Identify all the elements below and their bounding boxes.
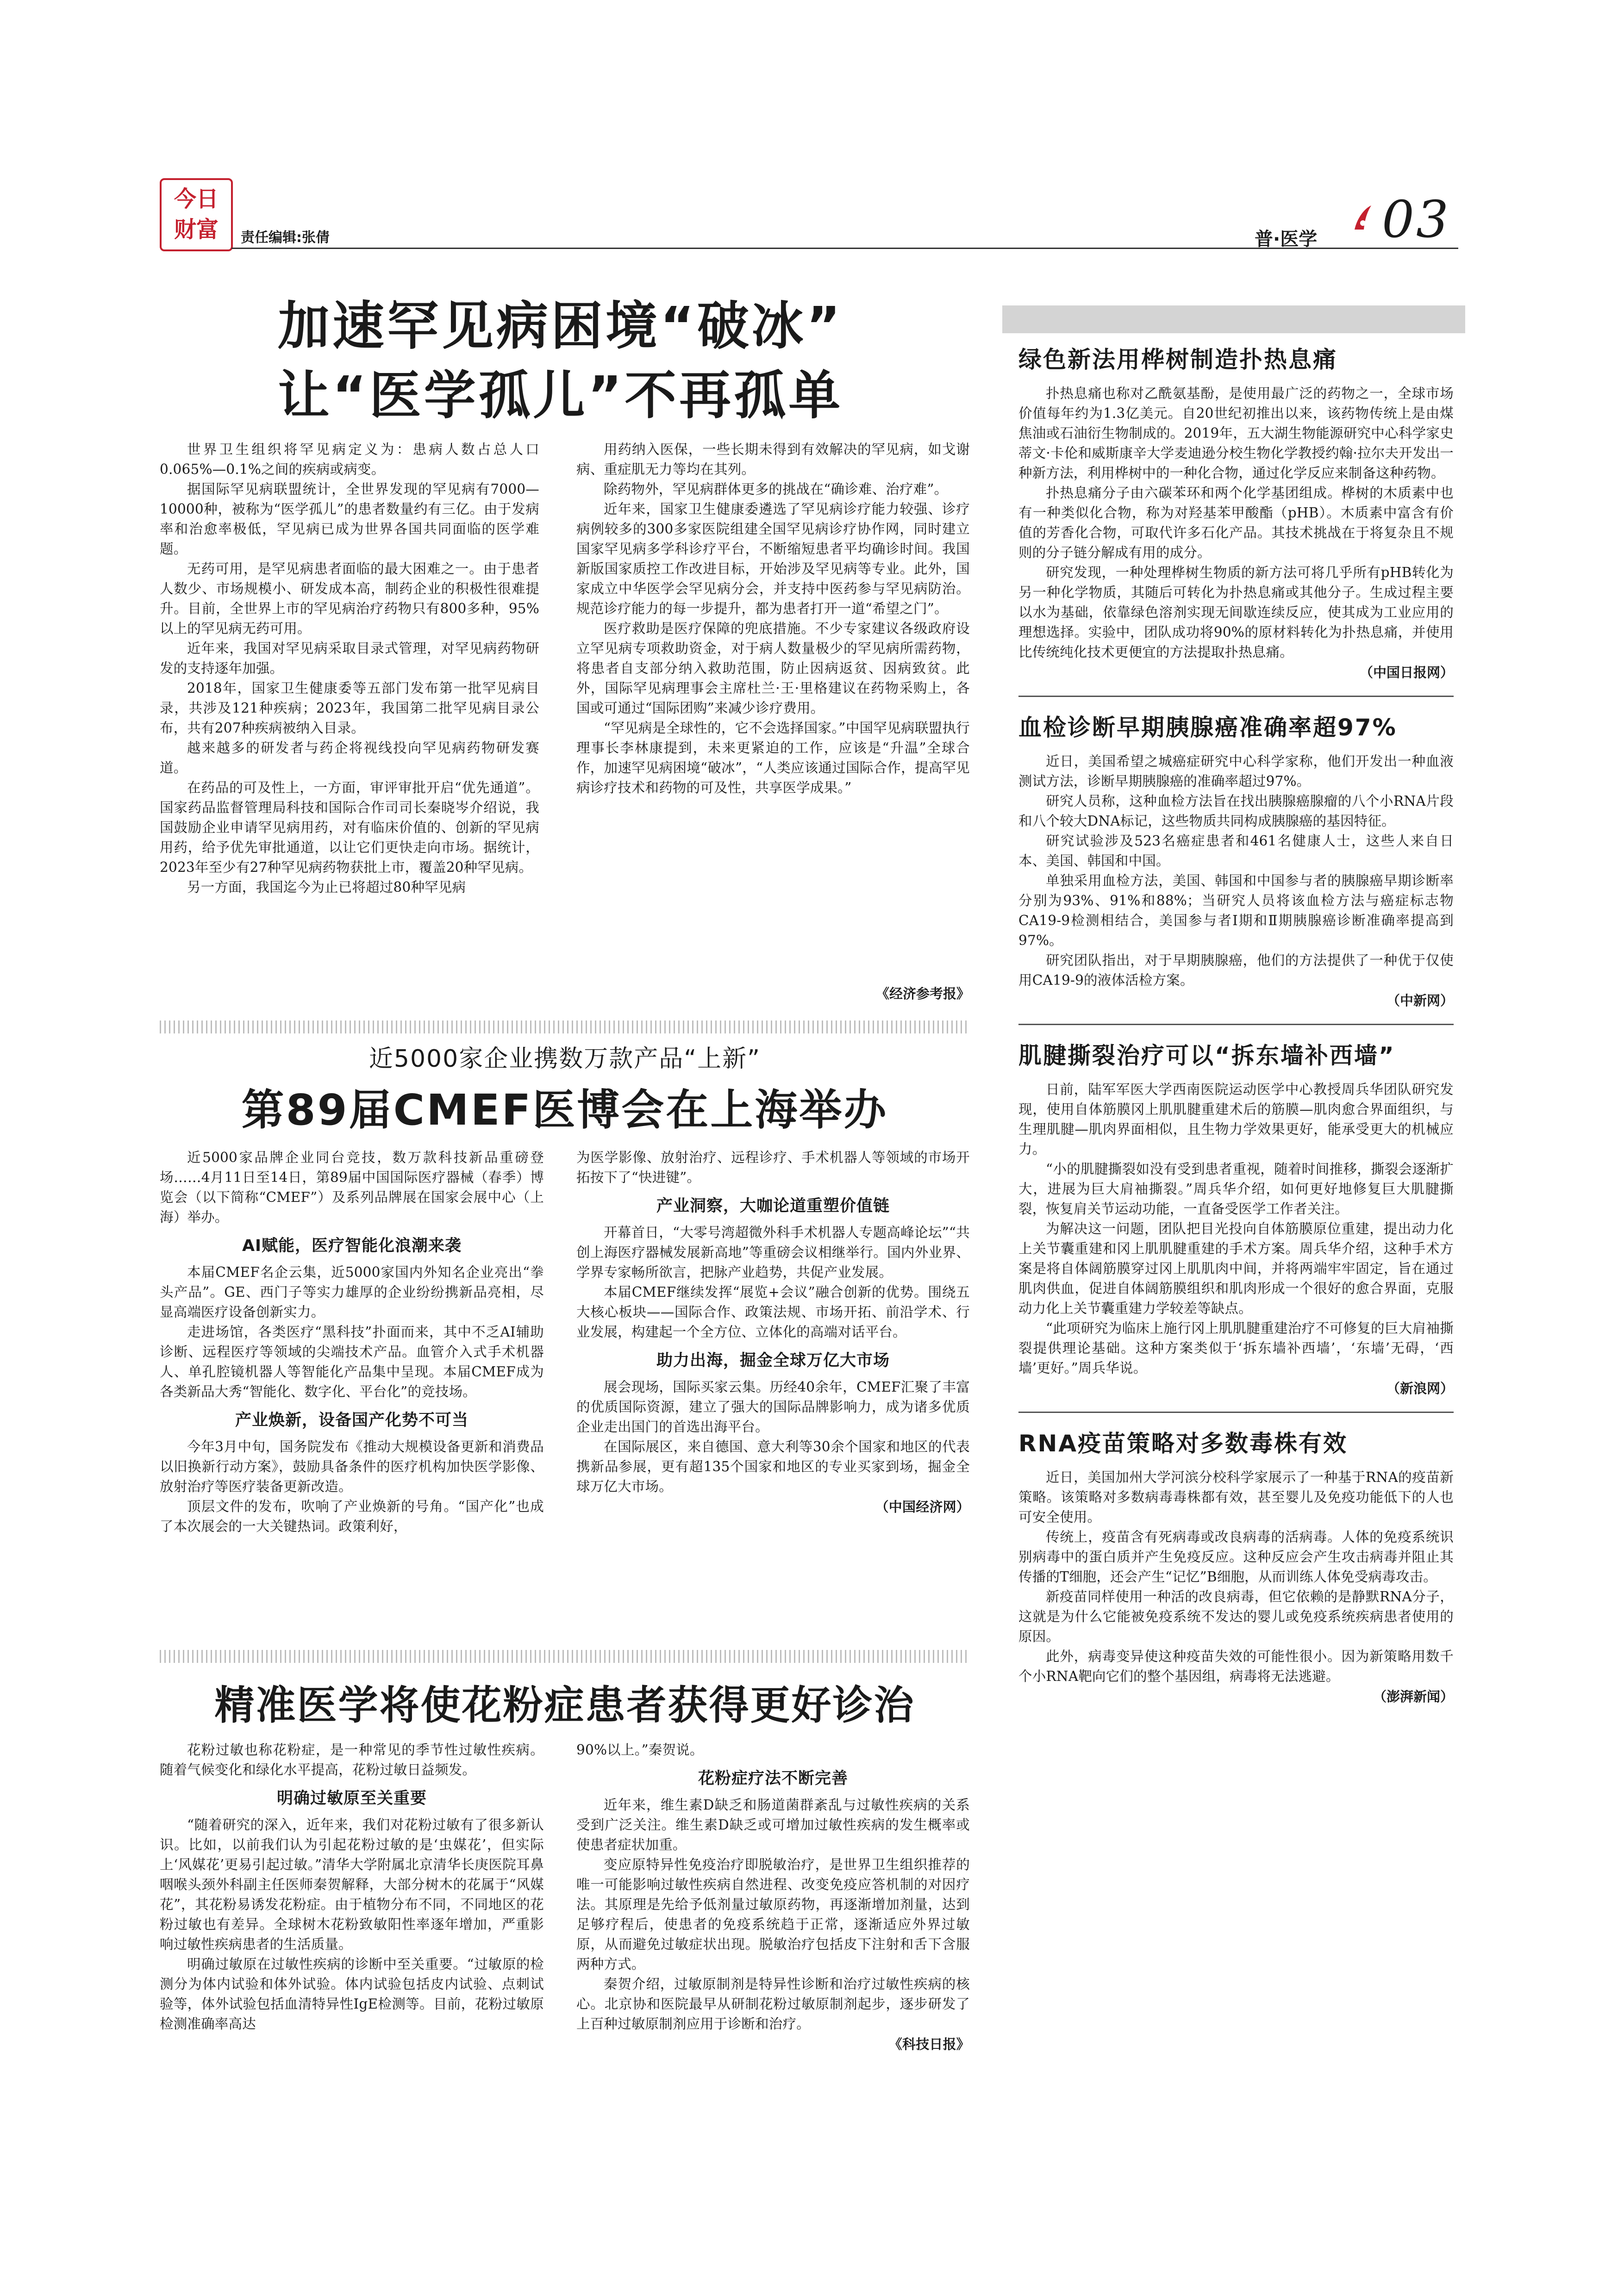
article3-section1-paragraph: “随着研究的深入，近年来，我们对花粉过敏有了很多新认识。比如，以前我们认为引起花粉过敏的是‘虫媒花’，但实际上‘风媒花’更易引起过敏。”清华大学附属北京清华长庚医院耳鼻咽喉头颈外科副主任医师秦贺解释，大部分树木的花属于“风媒花”，其花粉易诱发花粉症。由于植物分布不同，不同地区的花粉过敏也有差异。全球树木花粉致敏阳性率逐年增加，严重影响过敏性疾病患者的生活质量。 — [160, 1817, 544, 1952]
article1-col2-paragraph: “罕见病是全球性的，它不会选择国家。”中国罕见病联盟执行理事长李林康提到，未来更紧迫的工作，应该是“升温”全球合作，加速罕见病困境“破冰”，“人类应该通过国际合作，提高罕见病诊疗技术和药物的可及性，共享医学成果。” — [576, 720, 970, 796]
sidebar-story1-paragraph: 研究发现，一种处理桦树生物质的新方法可将几乎所有pHB转化为另一种化学物质，其随后可转化为扑热息痛或其他分子。生成过程主要以水为基础，依靠绿色溶剂实现无间歇连续反应，使其成为工业应用的理想选择。实验中，团队成功将90%的原材料转化为扑热息痛，并使用比传统纯化技术更便宜的方法提取扑热息痛。 — [1018, 565, 1454, 660]
article2-col2-intro: 为医学影像、放射治疗、远程诊疗、手术机器人等领域的市场开拓按下了“快进键”。 — [576, 1150, 970, 1185]
section-mark-icon — [1353, 204, 1373, 231]
sidebar-story3-title: 肌腱撕裂治疗可以“拆东墙补西墙” — [1018, 1042, 1395, 1069]
sidebar-rule-2 — [1018, 1024, 1454, 1025]
article2-col1 — [160, 1148, 544, 1537]
article2-subhead-3: 产业洞察，大咖论道重塑价值链 — [656, 1197, 890, 1215]
article1-col1-paragraph: 越来越多的研发者与药企将视线投向罕见病药物研发赛道。 — [160, 740, 539, 776]
article2-section4-paragraph: 展会现场，国际买家云集。历经40余年，CMEF汇聚了丰富的优质国际资源，建立了强大的国际品牌影响力，成为诸多优质企业走出国门的首选出海平台。 — [576, 1379, 970, 1435]
sidebar-story4-paragraph: 近日，美国加州大学河滨分校科学家展示了一种基于RNA的疫苗新策略。该策略对多数病毒毒株都有效，甚至婴儿及免疫功能低下的人也可安全使用。 — [1018, 1469, 1454, 1525]
sidebar-top-band — [1002, 305, 1465, 333]
sidebar-story1-source: （中国日报网） — [1359, 665, 1454, 680]
article2-source: （中国经济网） — [875, 1499, 970, 1515]
article3-col1 — [160, 1740, 544, 2034]
article2-section3-paragraph: 开幕首日，“大零号湾超微外科手术机器人专题高峰论坛”“共创上海医疗器械发展新高地”等重磅会议相继举行。国内外业界、学界专家畅所欲言，把脉产业趋势，共促产业发展。 — [576, 1225, 970, 1280]
article1-col2-paragraph: 用药纳入医保，一些长期未得到有效解决的罕见病，如戈谢病、重症肌无力等均在其列。 — [576, 442, 970, 477]
article2-title: 第89届CMEF医博会在上海举办 — [241, 1085, 888, 1135]
article3-section1-paragraph: 明确过敏原在过敏性疾病的诊断中至关重要。“过敏原的检测分为体内试验和体外试验。体内试验包括皮内试验、点刺试验等，体外试验包括血清特异性IgE检测等。目前，花粉过敏原检测准确率高达 — [160, 1956, 544, 2032]
article2-section4-paragraph: 在国际展区，来自德国、意大利等30余个国家和地区的代表携新品参展，更有超135个国家和地区的专业买家到场，掘金全球万亿大市场。 — [576, 1439, 970, 1494]
article2-section1-paragraph: 走进场馆，各类医疗“黑科技”扑面而来，其中不乏AI辅助诊断、远程医疗等领域的尖端技术产品。血管介入式手术机器人、单孔腔镜机器人等智能化产品集中呈现。本届CMEF成为各类新品大秀“智能化、数字化、平台化”的竞技场。 — [160, 1324, 544, 1400]
sidebar-story4-paragraph: 新疫苗同样使用一种活的改良病毒，但它依赖的是静默RNA分子，这就是为什么它能被免疫系统不发达的婴儿或免疫系统疾病患者使用的原因。 — [1018, 1589, 1454, 1644]
divider-hatch-1 — [160, 1020, 970, 1033]
article1-title-line2: 让“医学孤儿”不再孤单 — [278, 366, 843, 426]
article1-col1-paragraph: 世界卫生组织将罕见病定义为：患病人数占总人口0.065%—0.1%之间的疾病或病变。 — [160, 442, 539, 477]
article1-source: 《经济参考报》 — [875, 986, 970, 1002]
sidebar-rule-3 — [1018, 1412, 1454, 1413]
sidebar-story3-paragraph: 为解决这一问题，团队把目光投向自体筋膜原位重建，提出动力化上关节囊重建和冈上肌肌腱重建的手术方案。周兵华介绍，这种手术方案是将自体阔筋膜穿过冈上肌肌肉中间，并将两端牢牢固定，旨在通过肌肉供血，促进自体阔筋膜组织和肌肉形成一个很好的愈合界面，克服动力化上关节囊重建力学较差等缺点。 — [1018, 1221, 1454, 1316]
article1-col1 — [160, 440, 539, 897]
article1-col1-paragraph: 据国际罕见病联盟统计，全世界发现的罕见病有7000—10000种，被称为“医学孤儿”的患者数量约有三亿。由于发病率和治愈率极低，罕见病已成为世界各国共同面临的医学难题。 — [160, 481, 539, 557]
sidebar-story2-paragraph: 研究人员称，这种血检方法旨在找出胰腺癌腺瘤的八个小RNA片段和八个较大DNA标记，这些物质共同构成胰腺癌的基因特征。 — [1018, 793, 1454, 829]
sidebar-story3-source: （新浪网） — [1386, 1381, 1454, 1396]
article3-section2-paragraph: 近年来，维生素D缺乏和肠道菌群紊乱与过敏性疾病的关系受到广泛关注。维生素D缺乏或可增加过敏性疾病的发生概率或使患者症状加重。 — [576, 1797, 970, 1853]
sidebar-story2-paragraph: 单独采用血检方法，美国、韩国和中国参与者的胰腺癌早期诊断率分别为93%、91%和88%；当研究人员将该血检方法与癌症标志物CA19-9检测相结合，美国参与者Ⅰ期和Ⅱ期胰腺癌诊断准确率提高到97%。 — [1018, 873, 1454, 948]
sidebar-story2-paragraph: 近日，美国希望之城癌症研究中心科学家称，他们开发出一种血液测试方法，诊断早期胰腺癌的准确率超过97%。 — [1018, 753, 1454, 789]
article2-section1-paragraph: 本届CMEF名企云集，近5000家国内外知名企业亮出“拳头产品”。GE、西门子等实力雄厚的企业纷纷携新品亮相，尽显高端医疗设备创新实力。 — [160, 1264, 544, 1320]
article3-title: 精准医学将使花粉症患者获得更好诊治 — [214, 1682, 915, 1729]
article3-section2-paragraph: 变应原特异性免疫治疗即脱敏治疗，是世界卫生组织推荐的唯一可能影响过敏性疾病自然进程、改变免疫应答机制的对因疗法。其原理是先给予低剂量过敏原药物，再逐渐增加剂量，达到足够疗程后，使患者的免疫系统趋于正常，逐渐适应外界过敏原，从而避免过敏症状出现。脱敏治疗包括皮下注射和舌下含服两种方式。 — [576, 1857, 970, 1972]
editor-credit: 责任编辑:张倩 — [241, 230, 330, 246]
article1-title-line1: 加速罕见病困境“破冰” — [278, 296, 843, 356]
article1-col2-paragraph: 近年来，国家卫生健康委遴选了罕见病诊疗能力较强、诊疗病例较多的300多家医院组建全国罕见病诊疗协作网，同时建立国家罕见病多学科诊疗平台，不断缩短患者平均确诊时间。我国新版国家质控工作改进目标，开始涉及罕见病等专业。此外，国家成立中华医学会罕见病分会，并支持中医药参与罕见病防治。规范诊疗能力的每一步提升，都为患者打开一道“希望之门”。 — [576, 501, 970, 616]
article1-col2 — [576, 440, 970, 798]
masthead-logo — [160, 178, 233, 251]
sidebar-story1-title: 绿色新法用桦树制造扑热息痛 — [1018, 346, 1337, 373]
article2-kicker: 近5000家企业携数万款产品“上新” — [369, 1045, 761, 1073]
sidebar-story3-paragraph: 日前，陆军军医大学西南医院运动医学中心教授周兵华团队研究发现，使用自体筋膜冈上肌肌腱重建术后的筋膜—肌肉愈合界面组织，与生理肌腱—肌肉界面相似，且生物力学效果更好，能承受更大的机械应力。 — [1018, 1082, 1454, 1157]
sidebar-story4-title: RNA疫苗策略对多数毒株有效 — [1018, 1430, 1348, 1457]
sidebar-story1-paragraph: 扑热息痛也称对乙酰氨基酚，是使用最广泛的药物之一，全球市场价值每年约为1.3亿美元。自20世纪初推出以来，该药物传统上是由煤焦油或石油衍生物制成的。2019年，五大湖生物能源研究中心科学家史蒂文·卡伦和威斯康辛大学麦迪逊分校生物化学教授约翰·拉尔夫开发出一种新方法，利用桦树中的一种化合物，通过化学反应来制备这种药物。 — [1018, 386, 1454, 481]
article2-col2 — [576, 1148, 970, 1517]
article3-source: 《科技日报》 — [888, 2036, 970, 2052]
divider-hatch-2 — [160, 1650, 970, 1663]
article2-intro: 近5000家品牌企业同台竞技，数万款科技新品重磅登场……4月11日至14日，第89届中国国际医疗器械（春季）博览会（以下简称“CMEF”）及系列品牌展在国家会展中心（上海）举办。 — [160, 1150, 544, 1225]
article3-col2-intro: 90%以上。”秦贺说。 — [576, 1742, 704, 1758]
sidebar-story2-source: （中新网） — [1386, 993, 1454, 1008]
article1-col1-paragraph: 2018年，国家卫生健康委等五部门发布第一批罕见病目录，共涉及121种疾病；2023年，我国第二批罕见病目录公布，共有207种疾病被纳入目录。 — [160, 680, 539, 736]
article2-section3-paragraph: 本届CMEF继续发挥“展览+会议”融合创新的优势。围绕五大核心板块——国际合作、政策法规、市场开拓、前沿学术、行业发展，构建起一个全方位、立体化的高端对话平台。 — [576, 1284, 970, 1340]
article2-section2-paragraph: 顶层文件的发布，吹响了产业焕新的号角。“国产化”也成了本次展会的一大关键热词。政策利好， — [160, 1499, 544, 1534]
article2-section2-paragraph: 今年3月中旬，国务院发布《推动大规模设备更新和消费品以旧换新行动方案》，鼓励具备条件的医疗机构加快医学影像、放射治疗等医疗装备更新改造。 — [160, 1439, 544, 1494]
section-label: 普·医学 — [1255, 229, 1318, 250]
sidebar-story4-paragraph: 传统上，疫苗含有死病毒或改良病毒的活病毒。人体的免疫系统识别病毒中的蛋白质并产生免疫反应。这种反应会产生攻击病毒并阻止其传播的T细胞，还会产生“记忆”B细胞，从而训练人体免受病毒攻击。 — [1018, 1529, 1454, 1585]
article3-subhead-1: 明确过敏原至关重要 — [276, 1789, 427, 1808]
article3-col2 — [576, 1740, 970, 2054]
sidebar-rule-1 — [1018, 696, 1454, 697]
logo-bottom-text: 财富 — [174, 217, 219, 243]
sidebar — [1018, 345, 1454, 1707]
sidebar-story4-source: （澎湃新闻） — [1373, 1689, 1454, 1705]
article1-col1-paragraph: 另一方面，我国迄今为止已将超过80种罕见病 — [187, 879, 466, 895]
article1-col1-paragraph: 在药品的可及性上，一方面，审评审批开启“优先通道”。国家药品监督管理局科技和国际合作司司长秦晓岑介绍说，我国鼓励企业申请罕见病用药，对有临床价值的、创新的罕见病用药，给予优先审批通道，以让它们更快走向市场。据统计，2023年至少有27种罕见病药物获批上市，覆盖20种罕见病。 — [160, 780, 539, 875]
sidebar-story1-paragraph: 扑热息痛分子由六碳苯环和两个化学基团组成。桦树的木质素中也有一种类似化合物，称为对羟基苯甲酸酯（pHB）。木质素中富含有价值的芳香化合物，可取代许多石化产品。其技术挑战在于将复杂且不规则的分子链分解成有用的成分。 — [1018, 485, 1454, 560]
sidebar-story3-paragraph: “此项研究为临床上施行冈上肌肌腱重建治疗不可修复的巨大肩袖撕裂提供理论基础。这种方案类似于‘拆东墙补西墙’，‘东墙’无碍，‘西墙’更好。”周兵华说。 — [1018, 1320, 1454, 1376]
logo-top-text: 今日 — [174, 186, 219, 212]
sidebar-story2-paragraph: 研究团队指出，对于早期胰腺癌，他们的方法提供了一种优于仅使用CA19-9的液体活检方案。 — [1018, 952, 1454, 988]
article1-col2-paragraph: 医疗救助是医疗保障的兜底措施。不少专家建议各级政府设立罕见病专项救助资金，对于病人数量极少的罕见病所需药物，将患者自支部分纳入救助范围，防止因病返贫、因病致贫。此外，国际罕见病理事会主席杜兰·王·里格建议在药物采购上，各国或可通过“国际团购”来减少诊疗费用。 — [576, 621, 970, 716]
article2-subhead-4: 助力出海，掘金全球万亿大市场 — [656, 1351, 890, 1370]
article3-subhead-2: 花粉症疗法不断完善 — [698, 1769, 848, 1788]
article2-subhead-2: 产业焕新，设备国产化势不可当 — [235, 1411, 468, 1430]
article1-col2-paragraph: 除药物外，罕见病群体更多的挑战在“确诊难、治疗难”。 — [604, 481, 948, 497]
sidebar-story2-title: 血检诊断早期胰腺癌准确率超97% — [1018, 714, 1397, 741]
article1-col1-paragraph: 近年来，我国对罕见病采取目录式管理，对罕见病药物研发的支持逐年加强。 — [160, 641, 539, 676]
article2-subhead-1: AI赋能，医疗智能化浪潮来袭 — [242, 1237, 462, 1255]
article3-section2-paragraph: 秦贺介绍，过敏原制剂是特异性诊断和治疗过敏性疾病的核心。北京协和医院最早从研制花粉过敏原制剂起步，逐步研发了上百种过敏原制剂应用于诊断和治疗。 — [576, 1976, 970, 2032]
article1-col1-paragraph: 无药可用，是罕见病患者面临的最大困难之一。由于患者人数少、市场规模小、研发成本高，制药企业的积极性很难提升。目前，全世界上市的罕见病治疗药物只有800多种，95%以上的罕见病无药可用。 — [160, 561, 539, 636]
sidebar-story4-paragraph: 此外，病毒变异使这种疫苗失效的可能性很小。因为新策略用数千个小RNA靶向它们的整个基因组，病毒将无法逃避。 — [1018, 1649, 1454, 1684]
sidebar-story2-paragraph: 研究试验涉及523名癌症患者和461名健康人士，这些人来自日本、美国、韩国和中国。 — [1018, 833, 1454, 869]
article3-intro: 花粉过敏也称花粉症，是一种常见的季节性过敏性疾病。随着气候变化和绿化水平提高，花粉过敏日益频发。 — [160, 1742, 544, 1778]
article1-title — [278, 292, 972, 430]
sidebar-story3-paragraph: “小的肌腱撕裂如没有受到患者重视，随着时间推移，撕裂会逐渐扩大，进展为巨大肩袖撕裂。”周兵华介绍，如何更好地修复巨大肌腱撕裂，恢复肩关节运动功能，一直备受医学工作者关注。 — [1018, 1161, 1454, 1217]
page-number: 03 — [1382, 190, 1450, 249]
